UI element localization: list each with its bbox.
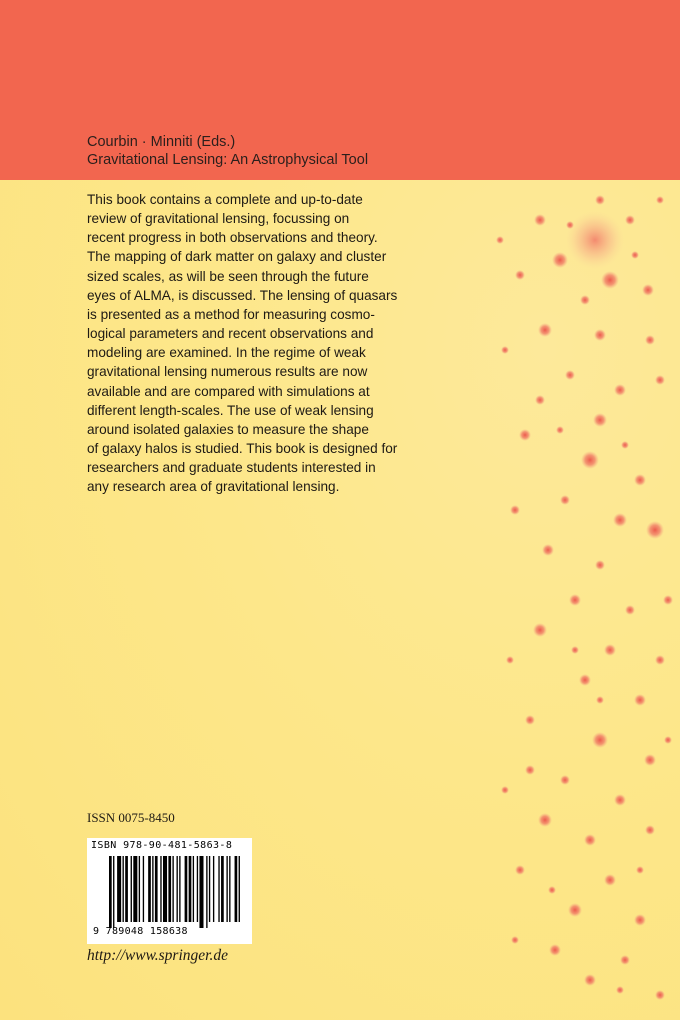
star-dot bbox=[656, 196, 664, 204]
description-line: The mapping of dark matter on galaxy and cluster bbox=[87, 249, 387, 265]
barcode-bar bbox=[235, 856, 238, 922]
barcode-bar bbox=[177, 856, 178, 922]
star-dot bbox=[616, 986, 624, 994]
star-dot bbox=[584, 834, 596, 846]
book-description bbox=[87, 190, 417, 497]
book-title: Gravitational Lensing: An Astrophysical Tool bbox=[87, 152, 369, 168]
barcode-bar bbox=[221, 856, 224, 922]
star-dot bbox=[548, 886, 556, 894]
barcode-bar bbox=[133, 856, 137, 922]
star-dot bbox=[571, 646, 579, 654]
star-dot bbox=[519, 429, 531, 441]
barcode-bar bbox=[199, 856, 203, 928]
star-dot bbox=[542, 544, 554, 556]
star-dot bbox=[525, 765, 535, 775]
barcode-bar bbox=[163, 856, 167, 922]
publisher-url[interactable]: http://www.springer.de bbox=[87, 947, 228, 964]
issn-number: ISSN 0075-8450 bbox=[87, 810, 175, 825]
star-dot bbox=[535, 395, 545, 405]
star-dot bbox=[579, 674, 591, 686]
header-band bbox=[0, 0, 680, 180]
description-line: any research area of gravitational lensing. bbox=[87, 479, 340, 495]
barcode-bar bbox=[213, 856, 214, 922]
barcode-bar bbox=[209, 856, 210, 922]
star-dot bbox=[538, 813, 552, 827]
star-dot bbox=[663, 595, 673, 605]
description-line: This book contains a complete and up-to-date bbox=[87, 192, 363, 207]
barcode-bar bbox=[139, 856, 140, 922]
star-dot bbox=[655, 655, 665, 665]
barcode-bar bbox=[148, 856, 151, 922]
star-dot bbox=[634, 474, 646, 486]
star-dot bbox=[584, 974, 596, 986]
star-dot bbox=[580, 295, 590, 305]
star-dot bbox=[621, 441, 629, 449]
star-dot bbox=[511, 936, 519, 944]
ean-digits: 9 789048 158638 bbox=[93, 926, 188, 937]
star-dot bbox=[515, 270, 525, 280]
barcode-bar bbox=[152, 856, 153, 922]
description-line: modeling are examined. In the regime of weak bbox=[87, 345, 366, 361]
barcode-bar bbox=[155, 856, 158, 922]
description-line: researchers and graduate students interested in bbox=[87, 460, 376, 476]
description-line: around isolated galaxies to measure the shape bbox=[87, 421, 369, 437]
star-dot bbox=[645, 335, 655, 345]
star-dot bbox=[566, 221, 574, 229]
barcode-bar bbox=[131, 856, 132, 922]
star-dot bbox=[636, 866, 644, 874]
isbn-label: ISBN 978-90-481-5863-8 bbox=[91, 840, 233, 851]
star-dot bbox=[538, 323, 552, 337]
barcode-bar bbox=[125, 856, 128, 922]
star-dot bbox=[560, 495, 570, 505]
star-dot bbox=[581, 451, 599, 469]
star-dot bbox=[625, 605, 635, 615]
barcode-bar bbox=[229, 856, 230, 922]
star-dot bbox=[664, 736, 672, 744]
star-dot bbox=[604, 874, 616, 886]
star-dot bbox=[565, 210, 625, 270]
star-dot bbox=[634, 694, 646, 706]
editors-line: Courbin · Minniti (Eds.) bbox=[87, 134, 236, 150]
description-line: of galaxy halos is studied. This book is designed for bbox=[87, 441, 398, 457]
barcode-bar bbox=[117, 856, 121, 922]
star-dot bbox=[496, 236, 504, 244]
star-dot bbox=[613, 513, 627, 527]
barcode-bar bbox=[226, 856, 227, 922]
star-dot bbox=[642, 284, 654, 296]
star-dot bbox=[595, 560, 605, 570]
star-dot bbox=[549, 944, 561, 956]
star-dot bbox=[515, 865, 525, 875]
star-dot bbox=[655, 375, 665, 385]
description-line: sized scales, as will be seen through the future bbox=[87, 268, 369, 284]
star-dot bbox=[552, 252, 568, 268]
barcode-bar bbox=[172, 856, 173, 922]
star-dot bbox=[634, 914, 646, 926]
star-dot bbox=[655, 990, 665, 1000]
star-dot bbox=[604, 644, 616, 656]
description-line: is presented as a method for measuring cosmo- bbox=[87, 306, 375, 322]
star-dot bbox=[644, 754, 656, 766]
star-dot bbox=[646, 521, 664, 539]
barcode-bar bbox=[239, 856, 240, 922]
star-dot bbox=[625, 215, 635, 225]
star-dot bbox=[560, 775, 570, 785]
star-dot bbox=[510, 505, 520, 515]
barcode-bar bbox=[123, 856, 124, 922]
star-dot bbox=[501, 786, 509, 794]
description-line: review of gravitational lensing, focussing on bbox=[87, 211, 350, 227]
header-text bbox=[87, 133, 368, 169]
star-dot bbox=[645, 825, 655, 835]
description-line: gravitational lensing numerous results are now bbox=[87, 364, 368, 380]
barcode-bar bbox=[109, 856, 112, 928]
barcode-bar bbox=[168, 856, 171, 922]
star-dot bbox=[593, 413, 607, 427]
star-dot bbox=[556, 426, 564, 434]
star-dot bbox=[565, 370, 575, 380]
description-line: available and are compared with simulations at bbox=[87, 383, 370, 399]
star-dot bbox=[614, 384, 626, 396]
star-dot bbox=[569, 594, 581, 606]
barcode-bar bbox=[193, 856, 194, 922]
description-line: logical parameters and recent observations and bbox=[87, 326, 374, 342]
description-line: recent progress in both observations and theory. bbox=[87, 230, 378, 246]
star-dot bbox=[631, 251, 639, 259]
star-dot bbox=[592, 732, 608, 748]
star-dot bbox=[620, 955, 630, 965]
star-dot bbox=[506, 656, 514, 664]
barcode-bar bbox=[160, 856, 161, 922]
star-dot bbox=[501, 346, 509, 354]
barcode-bar bbox=[185, 856, 188, 922]
barcode-bar bbox=[179, 856, 180, 922]
star-dot bbox=[568, 903, 582, 917]
star-dot bbox=[601, 271, 619, 289]
star-dot bbox=[595, 195, 605, 205]
description-line: different length-scales. The use of weak lensing bbox=[87, 402, 374, 418]
star-dot bbox=[594, 329, 606, 341]
star-dot bbox=[525, 715, 535, 725]
description-line: eyes of ALMA, is discussed. The lensing of quasars bbox=[87, 287, 398, 303]
star-dot bbox=[534, 214, 546, 226]
star-dot bbox=[596, 696, 604, 704]
barcode bbox=[87, 838, 252, 944]
barcode-bar bbox=[218, 856, 219, 922]
barcode-bar bbox=[206, 856, 207, 928]
barcode-bar bbox=[189, 856, 192, 922]
barcode-bar bbox=[113, 856, 114, 928]
barcode-bar bbox=[197, 856, 198, 922]
star-dot bbox=[533, 623, 547, 637]
barcode-bar bbox=[143, 856, 144, 922]
star-dot bbox=[614, 794, 626, 806]
